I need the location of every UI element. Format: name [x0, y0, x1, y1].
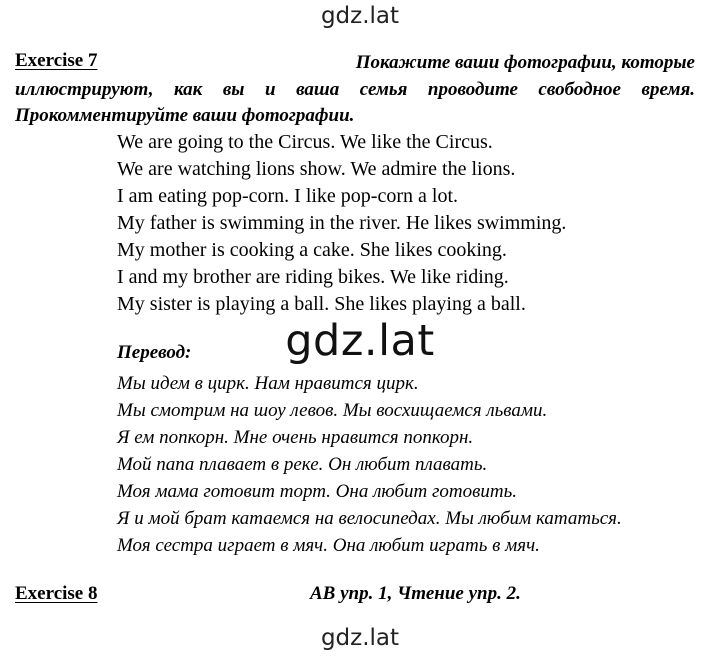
english-line-1: We are going to the Circus. We like the Circus. — [117, 131, 493, 153]
exercise-7-task-line-3: Прокомментируйте ваши фотографии. — [15, 105, 355, 126]
english-line-3: I am eating pop-corn. I like pop-corn a lot. — [117, 185, 458, 207]
exercise-8-heading: Exercise 8 — [15, 583, 98, 604]
watermark-middle: gdz.lat — [285, 316, 435, 366]
russian-line-7: Моя сестра играет в мяч. Она любит играть в мяч. — [117, 535, 540, 556]
english-line-2: We are watching lions show. We admire the lions. — [117, 158, 516, 180]
russian-line-4: Мой папа плавает в реке. Он любит плавать. — [117, 454, 488, 475]
russian-line-1: Мы идем в цирк. Нам нравится цирк. — [117, 373, 419, 394]
russian-line-6: Я и мой брат катаемся на велосипедах. Мы любим кататься. — [117, 508, 622, 529]
english-line-4: My father is swimming in the river. He likes swimming. — [117, 212, 567, 234]
english-line-6: I and my brother are riding bikes. We like riding. — [117, 266, 509, 288]
exercise-8-task: AB упр. 1, Чтение упр. 2. — [310, 583, 521, 604]
watermark-bottom: gdz.lat — [320, 625, 400, 651]
russian-line-3: Я ем попкорн. Мне очень нравится попкорн. — [117, 427, 474, 448]
exercise-7-heading: Exercise 7 — [15, 50, 98, 71]
watermark-top: gdz.lat — [320, 3, 400, 29]
english-line-5: My mother is cooking a cake. She likes cooking. — [117, 239, 507, 261]
russian-line-2: Мы смотрим на шоу левов. Мы восхищаемся львами. — [117, 400, 548, 421]
english-line-7: My sister is playing a ball. She likes playing a ball. — [117, 293, 526, 315]
exercise-7-task-line-2: иллюстрируют, как вы и ваша семья проводите свободное время. — [15, 79, 695, 100]
translation-title: Перевод: — [117, 342, 192, 363]
russian-line-5: Моя мама готовит торт. Она любит готовить. — [117, 481, 518, 502]
exercise-7-task-line-1: Покажите ваши фотографии, которые — [355, 52, 695, 73]
